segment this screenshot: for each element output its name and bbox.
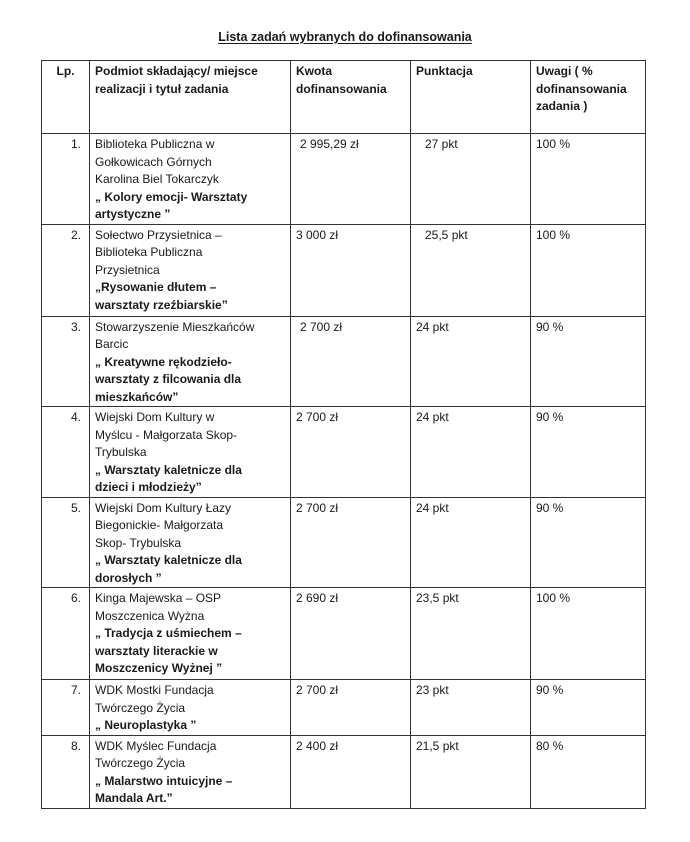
cell-amount: 2 400 zł	[291, 735, 411, 808]
cell-lp: 2.	[42, 224, 90, 316]
header-amount-line: dofinansowania	[296, 81, 387, 96]
table-row	[42, 224, 646, 316]
cell-points: 21,5 pkt	[411, 735, 531, 808]
subject-line: Moszczenica Wyżna	[95, 608, 205, 623]
subject-line: WDK Mostki Fundacja	[95, 683, 214, 697]
header-notes-line: dofinansowania	[536, 81, 627, 96]
subject-line: Twórczego Życia	[95, 756, 186, 770]
header-notes-line: Uwagi ( %	[536, 64, 593, 78]
subject-line: Wiejski Dom Kultury Łazy	[95, 500, 232, 515]
task-title: mieszkańców”	[95, 389, 179, 404]
cell-points: 23,5 pkt	[411, 588, 531, 680]
cell-notes: 80 %	[531, 735, 646, 808]
cell-points: 25,5 pkt	[411, 224, 531, 316]
cell-amount: 2 690 zł	[291, 588, 411, 680]
cell-subject	[90, 224, 291, 316]
subject-line: Trybulska	[95, 445, 147, 459]
cell-points: 23 pkt	[411, 680, 531, 736]
cell-notes: 90 %	[531, 680, 646, 736]
grants-table	[41, 60, 646, 809]
cell-lp: 6.	[42, 588, 90, 680]
task-title: „ Malarstwo intuicyjne –	[95, 773, 233, 788]
task-title: dorosłych ”	[95, 570, 162, 585]
cell-subject	[90, 407, 291, 498]
header-notes-line: zadania )	[536, 99, 588, 113]
cell-subject	[90, 497, 291, 588]
cell-amount: 2 700 zł	[291, 497, 411, 588]
table-row	[42, 735, 646, 808]
task-title: „ Kolory emocji- Warsztaty	[95, 189, 248, 204]
cell-notes: 100 %	[531, 588, 646, 680]
header-subject-line: Podmiot składający/ miejsce	[95, 64, 258, 78]
table-row	[42, 407, 646, 498]
cell-amount: 2 700 zł	[291, 407, 411, 498]
header-lp: Lp.	[42, 61, 90, 134]
cell-subject	[90, 588, 291, 680]
cell-points: 24 pkt	[411, 407, 531, 498]
task-title: „ Warsztaty kaletnicze dla	[95, 553, 242, 567]
cell-lp: 7.	[42, 680, 90, 736]
table-body	[42, 134, 646, 809]
cell-amount: 2 700 zł	[291, 680, 411, 736]
subject-line: Karolina Biel Tokarczyk	[95, 172, 219, 186]
subject-line: Stowarzyszenie Mieszkańców	[95, 319, 255, 334]
task-title: „Rysowanie dłutem –	[95, 280, 217, 294]
cell-lp: 5.	[42, 497, 90, 588]
subject-line: Biegonickie- Małgorzata	[95, 518, 224, 532]
table-row	[42, 316, 646, 407]
subject-line: Biblioteka Publiczna	[95, 245, 203, 259]
table-header-row	[42, 61, 646, 134]
header-amount	[291, 61, 411, 134]
subject-line: Skop- Trybulska	[95, 535, 182, 550]
subject-line: Myślcu - Małgorzata Skop-	[95, 427, 238, 442]
subject-line: Kinga Majewska – OSP	[95, 591, 222, 605]
header-amount-line: Kwota	[296, 64, 332, 78]
header-points: Punktacja	[411, 61, 531, 134]
task-title: artystyczne ”	[95, 207, 171, 221]
subject-line: Twórczego Życia	[95, 700, 186, 715]
task-title: Mandala Art.”	[95, 791, 173, 805]
subject-line: Gołkowicach Górnych	[95, 154, 212, 169]
cell-points: 27 pkt	[411, 134, 531, 225]
cell-subject	[90, 134, 291, 225]
cell-notes: 90 %	[531, 316, 646, 407]
task-title: dzieci i młodzieży”	[95, 480, 202, 494]
table-row	[42, 134, 646, 225]
task-title: „ Neuroplastyka ”	[95, 718, 197, 732]
table-row	[42, 497, 646, 588]
cell-points: 24 pkt	[411, 316, 531, 407]
table-row	[42, 680, 646, 736]
cell-subject	[90, 680, 291, 736]
cell-notes: 90 %	[531, 497, 646, 588]
document-title: Lista zadań wybranych do dofinansowania	[218, 30, 472, 44]
cell-lp: 3.	[42, 316, 90, 407]
header-subject-line: realizacji i tytuł zadania	[95, 81, 229, 96]
cell-notes: 100 %	[531, 224, 646, 316]
cell-notes: 90 %	[531, 407, 646, 498]
cell-amount: 3 000 zł	[291, 224, 411, 316]
task-title: „ Warsztaty kaletnicze dla	[95, 462, 242, 477]
subject-line: Wiejski Dom Kultury w	[95, 410, 215, 424]
task-title: warsztaty rzeźbiarskie”	[95, 297, 228, 312]
subject-line: Przysietnica	[95, 262, 160, 277]
subject-line: Barcic	[95, 337, 129, 351]
cell-amount: 2 700 zł	[291, 316, 411, 407]
header-subject	[90, 61, 291, 134]
task-title: Moszczenicy Wyżnej ”	[95, 661, 223, 675]
subject-line: WDK Myślec Fundacja	[95, 738, 217, 753]
cell-subject	[90, 316, 291, 407]
cell-lp: 4.	[42, 407, 90, 498]
task-title: „ Kreatywne rękodzieło-	[95, 354, 232, 369]
cell-lp: 1.	[42, 134, 90, 225]
task-title: warsztaty literackie w	[95, 643, 218, 658]
table-row	[42, 588, 646, 680]
task-title: „ Tradycja z uśmiechem –	[95, 626, 242, 640]
task-title: warsztaty z filcowania dla	[95, 372, 242, 386]
cell-points: 24 pkt	[411, 497, 531, 588]
cell-notes: 100 %	[531, 134, 646, 225]
cell-amount: 2 995,29 zł	[291, 134, 411, 225]
cell-lp: 8.	[42, 735, 90, 808]
header-notes	[531, 61, 646, 134]
subject-line: Biblioteka Publiczna w	[95, 137, 215, 151]
subject-line: Sołectwo Przysietnica –	[95, 227, 222, 242]
cell-subject	[90, 735, 291, 808]
